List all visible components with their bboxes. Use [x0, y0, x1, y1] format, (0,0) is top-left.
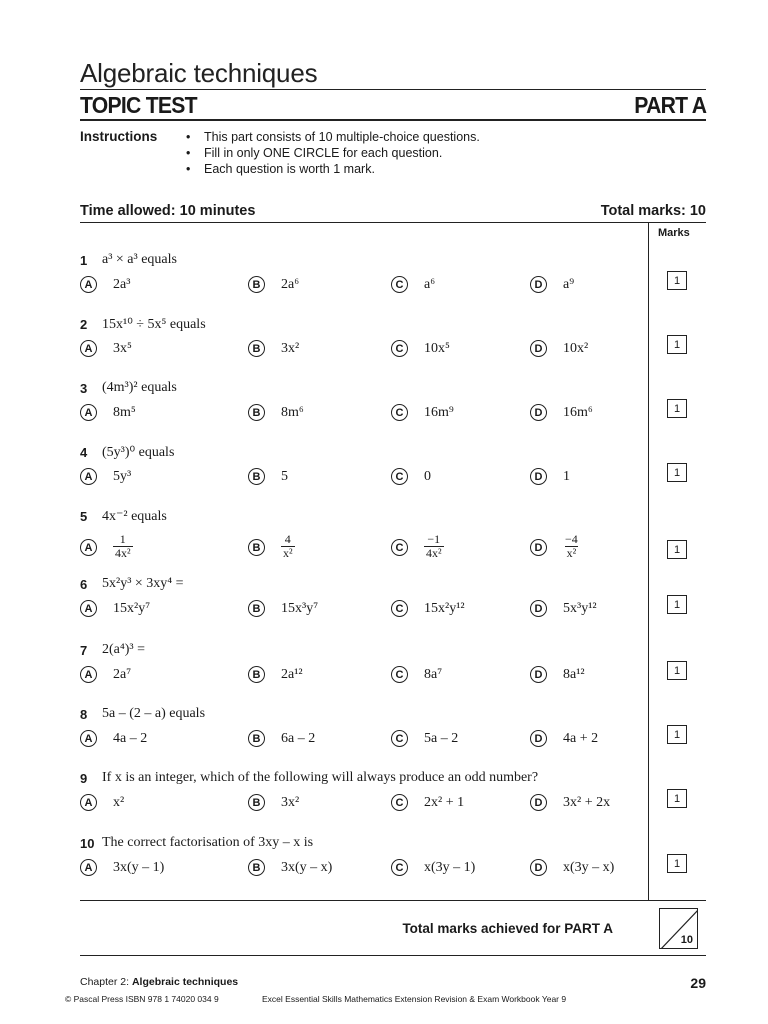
option-d[interactable] [530, 859, 614, 876]
answer-bubble[interactable]: D [530, 730, 547, 747]
answer-bubble[interactable]: C [391, 794, 408, 811]
option-text: a⁹ [563, 276, 575, 292]
question-text: a³ × a³ equals [102, 252, 177, 267]
option-text: 2a⁷ [113, 666, 132, 682]
option-text: 3x² + 2x [563, 794, 611, 810]
mark-box[interactable]: 1 [667, 789, 687, 808]
answer-bubble[interactable]: A [80, 340, 97, 357]
option-c[interactable] [391, 340, 450, 357]
option-d[interactable] [530, 404, 593, 421]
option-b[interactable] [248, 340, 299, 357]
question-text: 15x¹⁰ ÷ 5x⁵ equals [102, 317, 206, 332]
topic-test-label: TOPIC TEST [80, 92, 197, 118]
answer-bubble[interactable]: A [80, 468, 97, 485]
option-text: 10x⁵ [424, 340, 450, 356]
answer-bubble[interactable]: A [80, 794, 97, 811]
question-number: 10 [80, 836, 95, 851]
answer-bubble[interactable]: B [248, 794, 265, 811]
answer-bubble[interactable]: C [391, 340, 408, 357]
answer-bubble[interactable]: B [248, 539, 265, 556]
option-text: 8a⁷ [424, 666, 443, 682]
option-a[interactable] [80, 730, 147, 747]
option-text: 5y³ [113, 468, 132, 484]
mark-box[interactable]: 1 [667, 271, 687, 290]
question-number: 8 [80, 707, 88, 722]
option-d[interactable] [530, 794, 610, 811]
mark-box[interactable]: 1 [667, 595, 687, 614]
option-c[interactable] [391, 859, 475, 876]
option-text: 8m⁵ [113, 404, 136, 420]
answer-bubble[interactable]: B [248, 404, 265, 421]
option-text: 3x⁵ [113, 340, 132, 356]
option-fraction [424, 533, 444, 560]
fraction-numerator: −4 [565, 532, 578, 546]
question-number: 5 [80, 509, 88, 524]
question-text: (4m³)² equals [102, 380, 177, 395]
option-text: 2x² + 1 [424, 794, 465, 810]
mark-box[interactable]: 1 [667, 335, 687, 354]
option-text: 3x(y – x) [281, 859, 333, 875]
mark-box[interactable]: 1 [667, 399, 687, 418]
answer-bubble[interactable]: A [80, 666, 97, 683]
answer-bubble[interactable]: C [391, 600, 408, 617]
option-text: x(3y – 1) [424, 859, 476, 875]
question-number: 2 [80, 317, 88, 332]
option-text: 5 [281, 468, 288, 484]
chapter-title: Algebraic techniques [80, 58, 318, 88]
total-achieved-label: Total marks achieved for PART A [402, 921, 613, 936]
marks-column-divider [648, 222, 649, 900]
answer-bubble[interactable]: D [530, 468, 547, 485]
option-text: 0 [424, 468, 431, 484]
option-text: 4a – 2 [113, 730, 148, 746]
instructions-label: Instructions [80, 129, 158, 144]
question-text: 4x⁻² equals [102, 509, 167, 524]
option-d[interactable] [530, 276, 574, 293]
option-text: 3x(y – 1) [113, 859, 165, 875]
mark-box[interactable]: 1 [667, 661, 687, 680]
answer-bubble[interactable]: D [530, 539, 547, 556]
answer-bubble[interactable]: D [530, 340, 547, 357]
option-c[interactable] [391, 468, 431, 485]
question-number: 4 [80, 445, 88, 460]
option-b[interactable] [248, 600, 318, 617]
fraction-denominator: x² [566, 546, 577, 560]
answer-bubble[interactable]: A [80, 539, 97, 556]
option-a[interactable] [80, 340, 132, 357]
instructions-list [186, 129, 480, 177]
question-text: 5a – (2 – a) equals [102, 706, 206, 721]
answer-bubble[interactable]: D [530, 859, 547, 876]
option-c[interactable] [391, 532, 444, 560]
option-text: 6a – 2 [281, 730, 316, 746]
instruction-item: • Each question is worth 1 mark. [186, 161, 480, 177]
option-text: 3x² [281, 794, 300, 810]
total-score-value: 10 [680, 934, 693, 946]
option-text: a⁶ [424, 276, 436, 292]
answer-bubble[interactable]: A [80, 730, 97, 747]
option-text: 4a + 2 [563, 730, 599, 746]
marks-heading: Marks [658, 227, 690, 239]
option-text: 2a¹² [281, 666, 303, 682]
option-text: 2a³ [113, 276, 131, 292]
question-text: The correct factorisation of 3xy – x is [102, 835, 314, 850]
option-c[interactable] [391, 666, 442, 683]
answer-bubble[interactable]: B [248, 730, 265, 747]
fraction-denominator: 4x² [426, 546, 442, 560]
answer-bubble[interactable]: A [80, 859, 97, 876]
mark-box[interactable]: 1 [667, 463, 687, 482]
option-d[interactable] [530, 532, 580, 560]
question-number: 6 [80, 577, 88, 592]
question-number: 9 [80, 771, 88, 786]
question-text: 5x²y³ × 3xy⁴ = [102, 576, 184, 591]
footer-chapter: Chapter 2: Algebraic techniques [80, 976, 239, 988]
mark-box[interactable]: 1 [667, 725, 687, 744]
answer-bubble[interactable]: D [530, 600, 547, 617]
option-a[interactable] [80, 532, 133, 560]
answer-bubble[interactable]: C [391, 539, 408, 556]
fraction-numerator: 4 [284, 532, 291, 546]
option-fraction [281, 533, 295, 560]
option-fraction [113, 533, 133, 560]
option-c[interactable] [391, 404, 454, 421]
option-text: 5x³y¹² [563, 600, 597, 616]
answer-bubble[interactable]: B [248, 666, 265, 683]
instruction-item: • This part consists of 10 multiple-choice questions. [186, 129, 480, 145]
total-marks: Total marks: 10 [600, 203, 706, 219]
option-b[interactable] [248, 730, 315, 747]
option-text: 8a¹² [563, 666, 585, 682]
fraction-denominator: 4x² [115, 546, 131, 560]
section-rule-top [80, 222, 706, 223]
option-c[interactable] [391, 794, 464, 811]
header-rule [80, 89, 706, 90]
answer-bubble[interactable]: B [248, 276, 265, 293]
answer-bubble[interactable]: B [248, 600, 265, 617]
answer-bubble[interactable]: C [391, 730, 408, 747]
fraction-numerator: 1 [119, 532, 126, 546]
option-b[interactable] [248, 666, 303, 683]
total-score-box[interactable] [659, 908, 698, 949]
instruction-item: • Fill in only ONE CIRCLE for each question. [186, 145, 480, 161]
option-d[interactable] [530, 340, 588, 357]
option-text: 16m⁶ [563, 404, 593, 420]
answer-bubble[interactable]: C [391, 276, 408, 293]
question-text: (5y³)⁰ equals [102, 445, 175, 460]
answer-bubble[interactable]: D [530, 404, 547, 421]
answer-bubble[interactable]: C [391, 404, 408, 421]
option-b[interactable] [248, 859, 332, 876]
section-rule-bottom [80, 900, 706, 901]
option-a[interactable] [80, 794, 124, 811]
option-d[interactable] [530, 468, 570, 485]
fraction-denominator: x² [283, 546, 293, 560]
option-c[interactable] [391, 276, 435, 293]
option-d[interactable] [530, 730, 598, 747]
time-allowed: Time allowed: 10 minutes [80, 203, 256, 219]
question-text: If x is an integer, which of the following will always produce an odd number? [102, 770, 539, 785]
option-b[interactable] [248, 532, 295, 560]
footer-book-title: Excel Essential Skills Mathematics Extension Revision & Exam Workbook Year 9 [262, 994, 567, 1004]
option-text: 2a⁶ [281, 276, 300, 292]
option-text: 15x²y¹² [424, 600, 465, 616]
option-a[interactable] [80, 600, 150, 617]
option-a[interactable] [80, 468, 131, 485]
answer-bubble[interactable]: D [530, 276, 547, 293]
option-a[interactable] [80, 666, 131, 683]
answer-bubble[interactable]: A [80, 600, 97, 617]
option-text: x² [113, 794, 125, 810]
answer-bubble[interactable]: B [248, 468, 265, 485]
answer-bubble[interactable]: C [391, 468, 408, 485]
option-text: 1 [563, 468, 570, 484]
question-number: 7 [80, 643, 88, 658]
option-text: 16m⁹ [424, 404, 454, 420]
fraction-numerator: −1 [427, 532, 441, 546]
question-number: 1 [80, 253, 88, 268]
answer-bubble[interactable]: D [530, 666, 547, 683]
option-text: 10x² [563, 340, 589, 356]
answer-bubble[interactable]: A [80, 404, 97, 421]
answer-bubble[interactable]: C [391, 666, 408, 683]
option-text: 3x² [281, 340, 300, 356]
option-a[interactable] [80, 276, 130, 293]
option-a[interactable] [80, 859, 164, 876]
option-text: x(3y – x) [563, 859, 615, 875]
mark-box[interactable]: 1 [667, 854, 687, 873]
option-a[interactable] [80, 404, 136, 421]
option-text: 15x²y⁷ [113, 600, 151, 616]
option-b[interactable] [248, 404, 304, 421]
header-underline [80, 119, 706, 121]
option-text: 8m⁶ [281, 404, 304, 420]
answer-bubble[interactable]: C [391, 859, 408, 876]
option-d[interactable] [530, 666, 585, 683]
option-b[interactable] [248, 794, 299, 811]
question-number: 3 [80, 381, 88, 396]
option-c[interactable] [391, 730, 458, 747]
answer-bubble[interactable]: B [248, 859, 265, 876]
option-text: 15x³y⁷ [281, 600, 319, 616]
option-d[interactable] [530, 600, 597, 617]
answer-bubble[interactable]: D [530, 794, 547, 811]
answer-bubble[interactable]: B [248, 340, 265, 357]
option-b[interactable] [248, 276, 299, 293]
mark-box[interactable]: 1 [667, 540, 687, 559]
page-number: 29 [690, 975, 706, 991]
answer-bubble[interactable]: A [80, 276, 97, 293]
footer-rule [80, 955, 706, 956]
option-b[interactable] [248, 468, 288, 485]
option-fraction [563, 533, 580, 560]
footer-isbn: © Pascal Press ISBN 978 1 74020 034 9 [65, 994, 219, 1004]
question-text: 2(a⁴)³ = [102, 642, 146, 657]
option-c[interactable] [391, 600, 465, 617]
part-label: PART A [634, 92, 706, 118]
option-text: 5a – 2 [424, 730, 459, 746]
